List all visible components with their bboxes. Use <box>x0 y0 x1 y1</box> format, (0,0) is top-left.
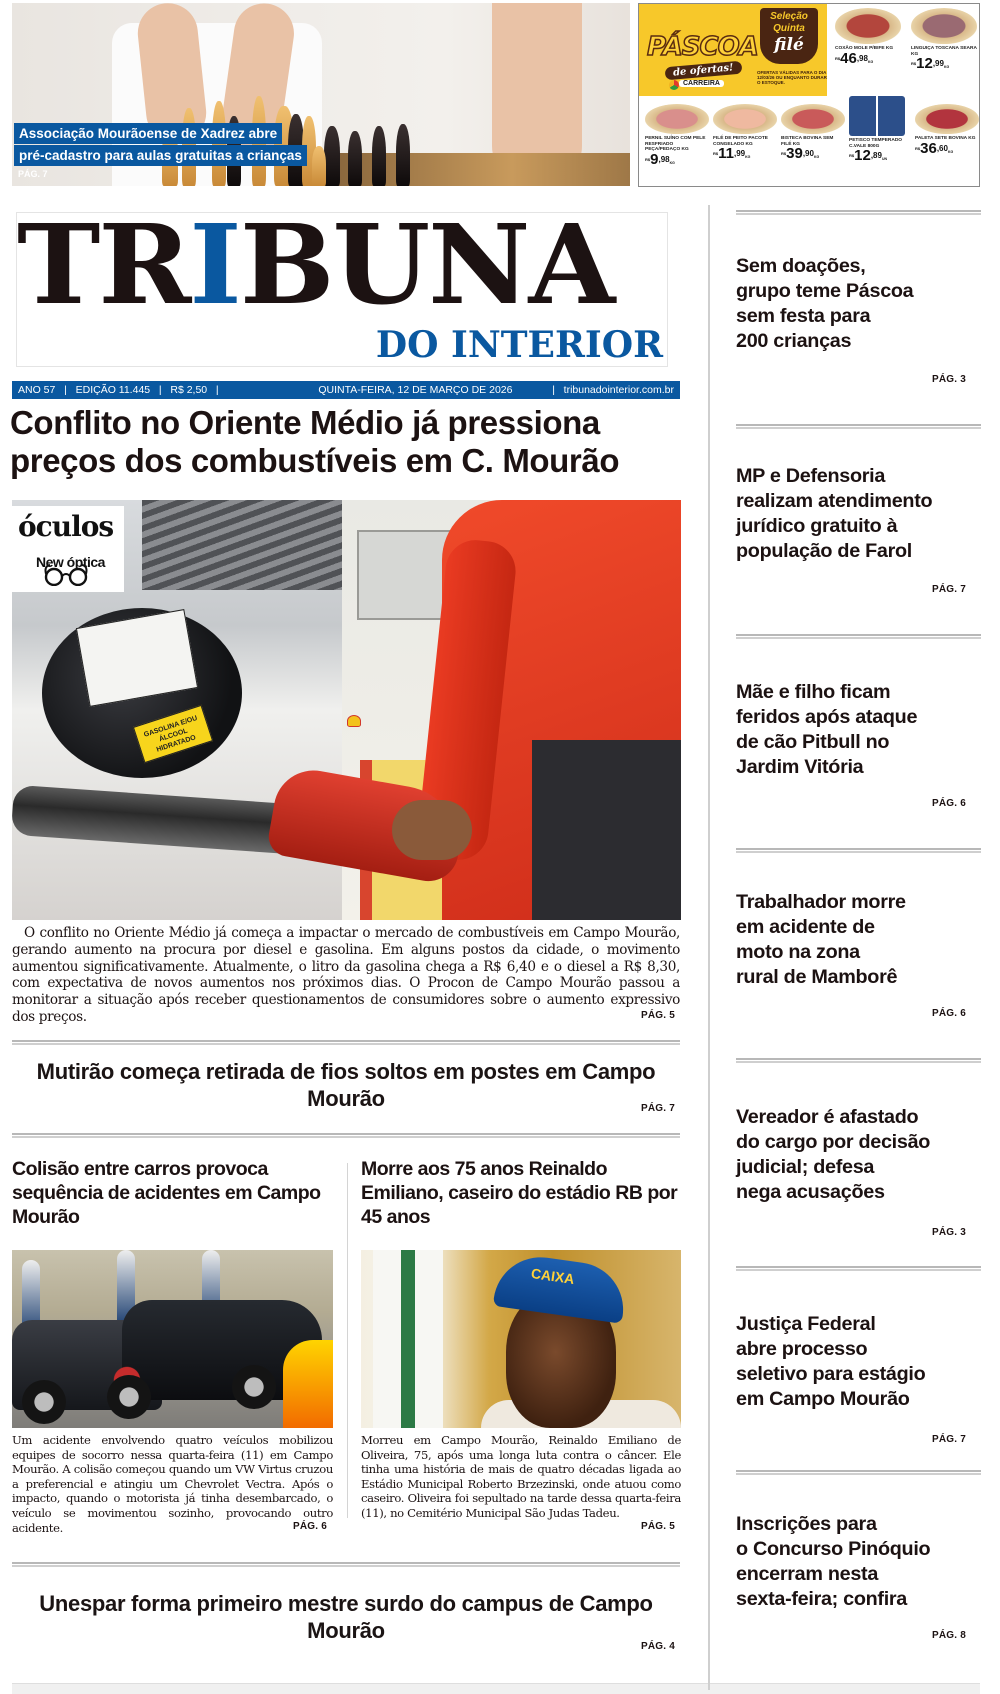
sidebar-divider-rule <box>736 210 981 215</box>
product-image <box>849 96 905 136</box>
chess-piece <box>312 146 326 186</box>
chess-board <box>292 153 630 186</box>
sidebar-story[interactable] <box>736 254 986 394</box>
selection-line: Seleção <box>770 11 808 22</box>
newspaper-title <box>17 193 613 340</box>
obituary-body: Morreu em Campo Mourão, Reinaldo Emiliano de Oliveira, 75, após uma longa luta contra o câncer. Ele tinha uma história de mais de quatro décadas ligada ao Estádio Municipal Roberto Brzezinski, onde atuou como caseiro. Oliveira foi sepultado na tarde dessa quarta-feira (11), no Cemitério Municipal São Judas Tadeu. <box>361 1433 681 1520</box>
ad-product <box>781 104 845 164</box>
chess-promo-banner[interactable] <box>12 3 630 186</box>
ad-product <box>835 8 901 69</box>
obituary-photo[interactable] <box>361 1250 681 1428</box>
product-image <box>645 104 709 134</box>
caption-line: pré-cadastro para aulas gratuitas a crianças <box>14 145 307 166</box>
edition-bar <box>12 381 680 399</box>
product-name: LINGUIÇA TOSCANA SEARA KG <box>911 46 977 57</box>
photo-yellow-car <box>283 1340 333 1428</box>
sidebar-divider-rule <box>736 1058 981 1063</box>
sidebar-divider-rule <box>736 848 981 853</box>
separator: | <box>153 384 168 396</box>
supermarket-ad[interactable] <box>638 3 980 187</box>
caption-line: Associação Mourãoense de Xadrez abre <box>14 123 282 144</box>
main-headline[interactable]: Conflito no Oriente Médio já pressiona preços dos combustíveis em C. Mourão <box>10 404 620 479</box>
sidebar-headline: Vereador é afastado do cargo por decisão judicial; defesa nega acusações <box>736 1106 931 1203</box>
product-price: $^{R\$}12^{,89}UN$ <box>849 147 887 164</box>
product-name: PERNIL SUÍNO COM PELE RESFRIADO PEÇA/PEDAÇO KG <box>645 136 706 152</box>
collision-photo[interactable] <box>12 1250 333 1428</box>
chess-promo-caption <box>14 123 307 167</box>
product-name: BISTECA BOVINA SEM FILÉ KG <box>781 136 834 147</box>
page-bottom-strip <box>12 1683 980 1694</box>
sidebar-divider-rule <box>736 634 981 639</box>
optics-ad[interactable] <box>12 506 124 592</box>
product-price: $^{R\$}12^{,99}KG$ <box>911 55 950 72</box>
ad-product <box>645 104 709 170</box>
photo-wheel <box>232 1365 276 1409</box>
sidebar-story[interactable] <box>736 680 986 820</box>
chess-piece <box>348 131 362 186</box>
product-price: $^{R\$}11^{,99}KG$ <box>713 145 751 162</box>
selection-line: Quinta <box>773 23 805 34</box>
ad-campaign-subtitle: de ofertas! <box>665 61 742 81</box>
section-divider <box>12 1133 680 1138</box>
product-image <box>713 104 777 134</box>
product-price: $^{R\$}46^{,98}KG$ <box>835 49 874 67</box>
photo-hand <box>392 800 472 860</box>
product-name: PALETA SETE BOVINA KG <box>915 136 976 141</box>
page-reference: PÁG. 7 <box>18 169 48 179</box>
separator: | <box>552 384 561 396</box>
section-divider <box>12 1040 680 1045</box>
sidebar-headline: Sem doações, grupo teme Páscoa sem festa para 200 crianças <box>736 255 914 352</box>
sidebar-headline: Mãe e filho ficam feridos após ataque de cão Pitbull no Jardim Vitória <box>736 681 918 778</box>
separator: | <box>210 384 219 396</box>
store-logo-icon <box>669 80 679 90</box>
mutirao-headline[interactable]: Mutirão começa retirada de fios soltos em postes em Campo Mourão <box>36 1059 656 1111</box>
edition-year: ANO 57 <box>18 384 56 396</box>
product-price: $^{R\$}9^{,98}KG$ <box>645 150 675 168</box>
chess-piece <box>396 124 410 186</box>
page-reference: PÁG. 6 <box>932 798 966 809</box>
photo-fuel-label: GASOLINA E/OU ÁLCOOL HIDRATADO <box>133 705 213 763</box>
sidebar-story[interactable] <box>736 1512 986 1652</box>
store-name: CARREIRA <box>679 80 724 87</box>
website-link[interactable]: tribunadointerior.com.br <box>563 384 674 396</box>
sidebar-divider <box>708 205 710 1690</box>
sidebar-story[interactable] <box>736 464 986 604</box>
photo-roof <box>142 500 342 590</box>
photo-attendant-pants <box>532 740 681 920</box>
page-reference: PÁG. 3 <box>932 374 966 385</box>
sidebar-story[interactable] <box>736 1105 986 1245</box>
sidebar-headline: Trabalhador morre em acidente de moto na zona rural de Mamborê <box>736 891 906 988</box>
product-image <box>835 8 901 44</box>
photo-wheel <box>107 1375 151 1419</box>
ad-campaign-title: PÁSCOA <box>647 32 758 62</box>
main-story-body: O conflito no Oriente Médio já começa a impactar o mercado de combustíveis em Campo Mourão, gerando aumento na procura por diesel e gasolina. Em alguns postos da cidade, o movimento aumentou significativamente. Atualmente, o litro da gasolina chega a R$ 6,40 e o diesel a R$ 8,30, com expectativa de novos aumentos nos próximos dias. O Procon de Campo Mourão passou a monitorar a situação após receber questionamentos de consumidores sobre o aumento expressivo dos preços. <box>12 925 680 1025</box>
column-divider <box>347 1163 348 1518</box>
shell-logo-icon <box>347 715 361 727</box>
optics-ad-brand: New óptica <box>36 554 105 570</box>
page-reference: PÁG. 5 <box>641 1010 675 1021</box>
sidebar-headline: Inscrições para o Concurso Pinóquio encerram nesta sexta-feira; confira <box>736 1513 931 1610</box>
title-accent: I <box>189 201 240 330</box>
collision-body: Um acidente envolvendo quatro veículos mobilizou equipes de socorro nessa quarta-feira (11) em Campo Mourão. A colisão começou quando um VW Virtus cruzou a preferencial e atingiu um Chevrolet Vectra. Após o impacto, quando o motorista já tinha desembarcado, o veículo se movimentou sozinho, provocando outro acidente. <box>12 1433 333 1535</box>
sidebar-headline: MP e Defensoria realizam atendimento jurídico gratuito à população de Farol <box>736 465 933 562</box>
ad-product <box>849 96 913 166</box>
sidebar-story[interactable] <box>736 1312 986 1452</box>
sidebar-story[interactable] <box>736 890 986 1030</box>
ad-product <box>713 104 777 164</box>
product-price: $^{R\$}39^{,90}KG$ <box>781 145 820 162</box>
product-image <box>781 104 845 134</box>
page-reference: PÁG. 8 <box>932 1630 966 1641</box>
sidebar-headline: Justiça Federal abre processo seletivo para estágio em Campo Mourão <box>736 1313 926 1410</box>
separator: | <box>58 384 73 396</box>
page-reference: PÁG. 5 <box>641 1521 675 1532</box>
sidebar-divider-rule <box>736 1266 981 1271</box>
title-part: TR <box>17 201 190 330</box>
sidebar-divider-rule <box>736 1470 981 1475</box>
photo-flag <box>373 1250 443 1428</box>
optics-ad-word: óculos <box>18 510 114 543</box>
masthead-logo[interactable] <box>16 201 668 367</box>
edition-info <box>18 384 219 396</box>
obituary-headline[interactable]: Morre aos 75 anos Reinaldo Emiliano, caseiro do estádio RB por 45 anos <box>361 1158 678 1228</box>
glasses-icon <box>42 564 92 586</box>
edition-date: QUINTA-FEIRA, 12 DE MARÇO DE 2026 <box>318 384 513 396</box>
ad-validity-note: OFERTAS VÁLIDAS PARA O DIA 12/03/26 OU ENQUANTO DURAR O ESTOQUE. <box>757 70 827 85</box>
ad-selection-badge <box>760 8 818 64</box>
page-reference: PÁG. 6 <box>293 1521 327 1532</box>
product-name: FILÉ DE PEITO PACOTE CONGELADO KG <box>713 136 768 147</box>
page-reference: PÁG. 7 <box>641 1103 675 1114</box>
website-info <box>552 384 674 396</box>
product-name: COXÃO MOLE P/BIFE KG <box>835 46 894 51</box>
product-image <box>911 8 977 44</box>
page-reference: PÁG. 7 <box>932 584 966 595</box>
photo-wheel <box>22 1380 66 1424</box>
page-reference: PÁG. 3 <box>932 1227 966 1238</box>
title-part: BUNA <box>239 201 614 330</box>
edition-price: R$ 2,50 <box>170 384 208 396</box>
product-price: $^{R\$}36^{,60}KG$ <box>915 139 954 157</box>
ad-product <box>915 104 979 159</box>
chess-piece <box>372 126 386 186</box>
product-image <box>915 104 979 134</box>
product-name: PETISCO TEMPERADO C.VALE 800G <box>849 138 903 149</box>
sidebar-divider-rule <box>736 424 981 429</box>
unespar-headline[interactable]: Unespar forma primeiro mestre surdo do campus de Campo Mourão <box>39 1591 653 1643</box>
page-reference: PÁG. 4 <box>641 1641 675 1652</box>
newspaper-subtitle: DO INTERIOR <box>375 324 663 366</box>
photo-cap <box>493 1251 629 1324</box>
collision-headline[interactable]: Colisão entre carros provoca sequência de acidentes em Campo Mourão <box>12 1158 321 1228</box>
ad-product <box>911 8 977 74</box>
page-reference: PÁG. 6 <box>932 1008 966 1019</box>
chess-piece <box>324 126 340 186</box>
photo-cap-text: CAIXA <box>530 1265 576 1287</box>
selection-line: filé <box>774 35 804 55</box>
section-divider <box>12 1562 680 1567</box>
page-reference: PÁG. 7 <box>932 1434 966 1445</box>
edition-number: EDIÇÃO 11.445 <box>75 384 151 396</box>
